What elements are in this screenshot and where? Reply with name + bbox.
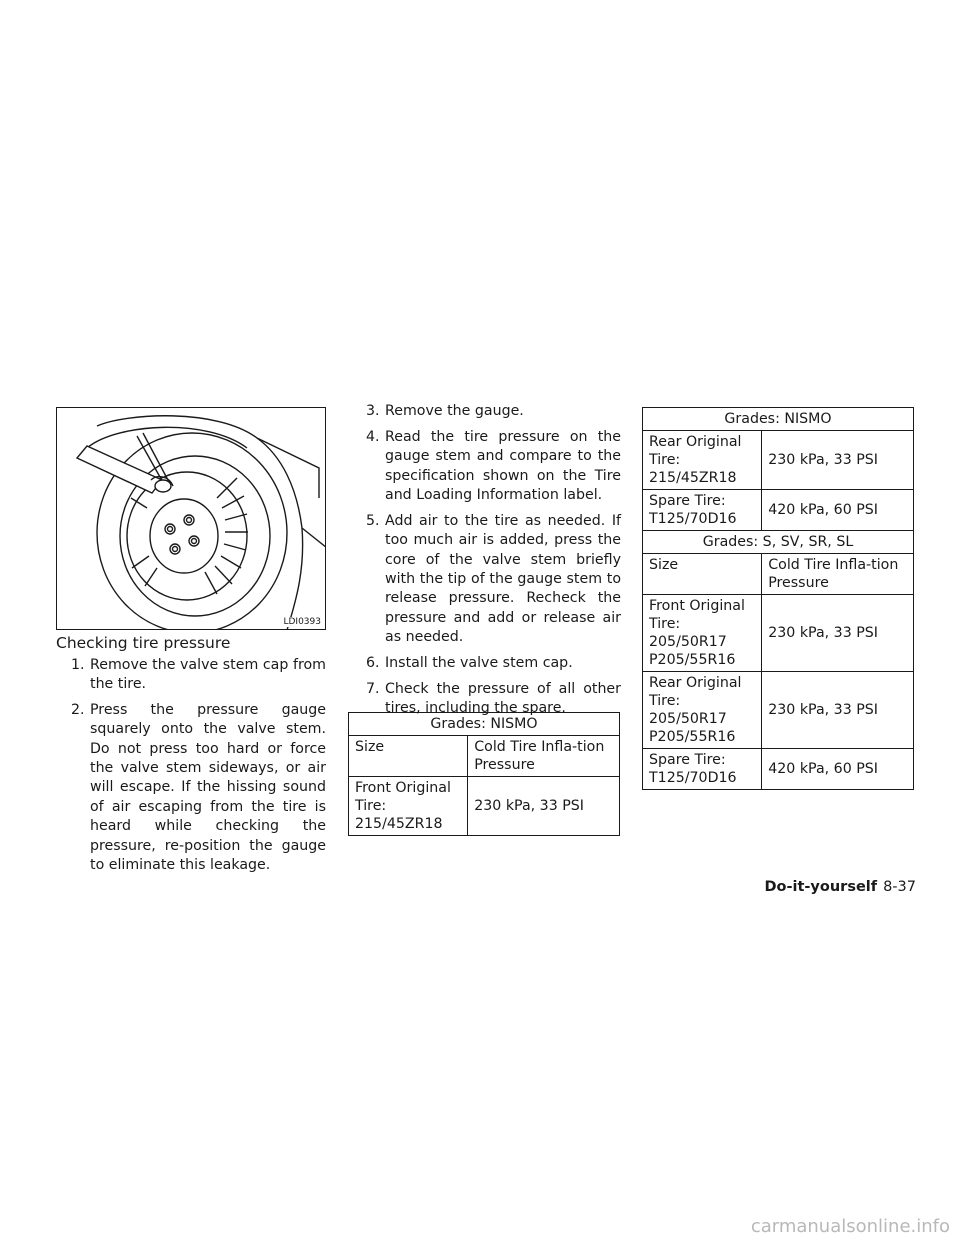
footer-section: Do-it-yourself bbox=[764, 879, 878, 895]
column-header-size: Size bbox=[643, 554, 762, 595]
tire-gauge-illustration bbox=[56, 407, 326, 630]
section-title: Checking tire pressure bbox=[56, 634, 231, 652]
tire-wheel-drawing bbox=[57, 408, 326, 630]
pressure-table-nismo-rear bbox=[642, 407, 914, 531]
tire-pressure: 230 kPa, 33 PSI bbox=[762, 431, 914, 490]
step-2: 2. Press the pressure gauge squarely onto the valve stem. Do not press too hard or force the valve stem sideways, or air will escape. If the hissing sound of air escaping from the tire is heard while checking the pressure, re-position the gauge to eliminate this leakage. bbox=[71, 701, 326, 874]
pressure-table-s-sv-sr-sl bbox=[642, 530, 914, 790]
tire-pressure: 420 kPa, 60 PSI bbox=[762, 490, 914, 531]
step-5: 5. Add air to the tire as needed. If too much air is added, press the core of the valve stem briefly with the tip of the gauge stem to release pressure. Recheck the pressure and add or release air as needed. bbox=[366, 512, 621, 646]
table-row bbox=[349, 777, 620, 836]
tire-size: Spare Tire: T125/70D16 bbox=[643, 490, 762, 531]
table-title: Grades: NISMO bbox=[643, 408, 914, 431]
step-3: 3. Remove the gauge. bbox=[366, 403, 524, 419]
table-row bbox=[643, 490, 914, 531]
tire-pressure: 230 kPa, 33 PSI bbox=[762, 672, 914, 749]
steps-column-2 bbox=[355, 402, 621, 725]
tire-pressure: 230 kPa, 33 PSI bbox=[468, 777, 620, 836]
column-header-size: Size bbox=[349, 736, 468, 777]
table-title: Grades: S, SV, SR, SL bbox=[643, 531, 914, 554]
column-header-pressure: Cold Tire Infla-tion Pressure bbox=[468, 736, 620, 777]
tire-pressure: 230 kPa, 33 PSI bbox=[762, 595, 914, 672]
watermark: carmanualsonline.info bbox=[750, 1216, 950, 1237]
column-header-pressure: Cold Tire Infla-tion Pressure bbox=[762, 554, 914, 595]
tire-size: Front Original Tire: 205/50R17 P205/55R16 bbox=[643, 595, 762, 672]
tire-size: Spare Tire: T125/70D16 bbox=[643, 749, 762, 790]
table-row bbox=[643, 749, 914, 790]
pressure-table-nismo-front bbox=[348, 712, 620, 836]
page-footer bbox=[765, 879, 917, 895]
tire-size: Rear Original Tire: 205/50R17 P205/55R16 bbox=[643, 672, 762, 749]
step-6: 6. Install the valve stem cap. bbox=[366, 655, 573, 672]
tire-size: Rear Original Tire: 215/45ZR18 bbox=[643, 431, 762, 490]
step-7: 7. Check the pressure of all other tires, including the spare. bbox=[366, 680, 621, 717]
step-1: 1. Remove the valve stem cap from the tire. bbox=[71, 657, 326, 693]
table-row bbox=[643, 672, 914, 749]
tire-size: Front Original Tire: 215/45ZR18 bbox=[349, 777, 468, 836]
steps-column-1 bbox=[60, 656, 326, 881]
step-4: 4. Read the tire pressure on the gauge stem and compare to the specification shown on the Tire and Loading Information label. bbox=[366, 428, 621, 504]
table-title: Grades: NISMO bbox=[349, 713, 620, 736]
steps-list-1 bbox=[60, 656, 326, 875]
table-row bbox=[643, 431, 914, 490]
tire-pressure: 420 kPa, 60 PSI bbox=[762, 749, 914, 790]
page-number: 8-37 bbox=[883, 879, 916, 895]
steps-list-2 bbox=[355, 402, 621, 719]
figure-code: LDI0393 bbox=[283, 617, 321, 627]
table-row bbox=[643, 595, 914, 672]
